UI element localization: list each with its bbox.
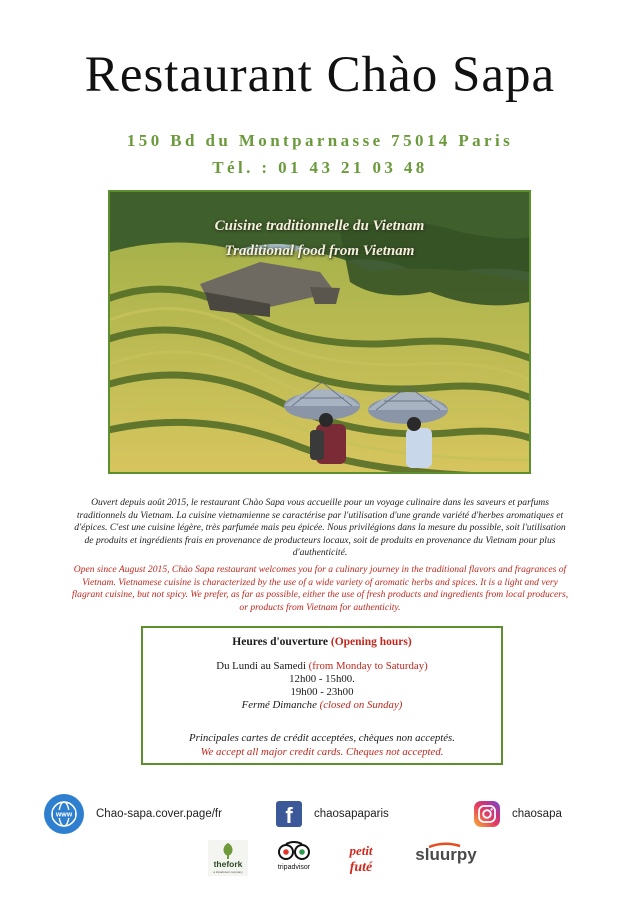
opening-days-en: (from Monday to Saturday) bbox=[308, 660, 428, 672]
instagram-icon bbox=[474, 801, 500, 827]
intro-text-fr: Ouvert depuis août 2015, le restaurant Chào Sapa vous accueille pour un voyage culinaire dans les saveurs et parfums traditionnels du Vietnam. La cuisine vietnamienne se caractérise par l'utilisation d'une grande variété d'herbes aromatiques et d'épices. C'est une cuisine légère, très parfumée mais peu épicée. Nous privilégions dans la mesure du possible, soit l'utilisation de produits et ingrédients frais en provenance de producteurs locaux, soit de produits en provenance du Vietnam pour plus d'authenticité. bbox=[74, 497, 566, 559]
intro-text-en: Open since August 2015, Chào Sapa restaurant welcomes you for a culinary journey in the traditional flavors and fragrances of Vietnam. Vietnamese cuisine is characterized by the use of a wide variety of aromatic herbs and spices. It is a light and very flagrant cuisine, but not spicy. We prefer, as far as possible, either the use of fresh products and ingredients from local producers, or products from Vietnam for authenticity. bbox=[71, 564, 569, 613]
thefork-icon bbox=[208, 840, 248, 876]
facebook-icon: f bbox=[276, 801, 302, 827]
address: 150 Bd du Montparnasse 75014 Paris bbox=[126, 131, 514, 150]
hours-title-fr: Heures d'ouverture bbox=[232, 636, 328, 648]
tripadvisor-label: tripadvisor bbox=[277, 864, 311, 871]
closed-day bbox=[143, 699, 501, 712]
website-url[interactable]: Chao-sapa.cover.page/fr bbox=[96, 808, 222, 820]
thefork-label: thefork bbox=[213, 859, 243, 869]
tripadvisor-logo[interactable] bbox=[272, 840, 316, 877]
payment-note-en: We accept all major credit cards. Cheques not accepted. bbox=[200, 746, 444, 758]
instagram-handle[interactable]: chaosapa bbox=[512, 808, 562, 820]
instagram-link[interactable] bbox=[474, 796, 562, 832]
opening-days-fr: Du Lundi au Samedi bbox=[216, 660, 306, 672]
time-slot-lunch: 12h00 - 15h00. bbox=[289, 673, 355, 685]
petit-fute-label-1: petit bbox=[349, 843, 373, 858]
sluurpy-label: sluurpy bbox=[415, 845, 477, 864]
restaurant-title: Restaurant Chào Sapa bbox=[84, 47, 556, 103]
thefork-logo[interactable] bbox=[208, 840, 248, 881]
facebook-handle[interactable]: chaosapaparis bbox=[314, 808, 389, 820]
photo-caption-en: Traditional food from Vietnam bbox=[224, 243, 415, 259]
closed-day-fr: Fermé Dimanche bbox=[241, 699, 317, 711]
opening-days bbox=[143, 660, 501, 673]
closed-day-en: (closed on Sunday) bbox=[319, 699, 403, 711]
petit-fute-logo[interactable] bbox=[341, 840, 381, 883]
globe-icon-label: www bbox=[55, 811, 73, 819]
photo-caption-fr: Cuisine traditionnelle du Vietnam bbox=[214, 218, 425, 234]
globe-icon bbox=[44, 794, 84, 834]
payment-note-fr: Principales cartes de crédit acceptées, chèques non acceptés. bbox=[189, 732, 455, 744]
hours-title bbox=[143, 636, 501, 649]
opening-hours-box bbox=[141, 626, 503, 765]
hours-title-en: (Opening hours) bbox=[330, 636, 412, 648]
sluurpy-logo[interactable] bbox=[414, 840, 478, 875]
website-link[interactable] bbox=[44, 796, 222, 832]
phone-number: Tél. : 01 43 21 03 48 bbox=[212, 158, 428, 177]
petit-fute-label-2: futé bbox=[349, 860, 373, 875]
rice-terrace-photo bbox=[108, 190, 531, 474]
petit-fute-icon bbox=[341, 840, 381, 878]
sluurpy-icon bbox=[414, 840, 478, 870]
tripadvisor-icon bbox=[272, 840, 316, 872]
time-slot-dinner: 19h00 - 23h00 bbox=[290, 686, 354, 698]
facebook-link[interactable] bbox=[276, 796, 389, 832]
thefork-sublabel: a tripadvisor company bbox=[213, 870, 243, 874]
